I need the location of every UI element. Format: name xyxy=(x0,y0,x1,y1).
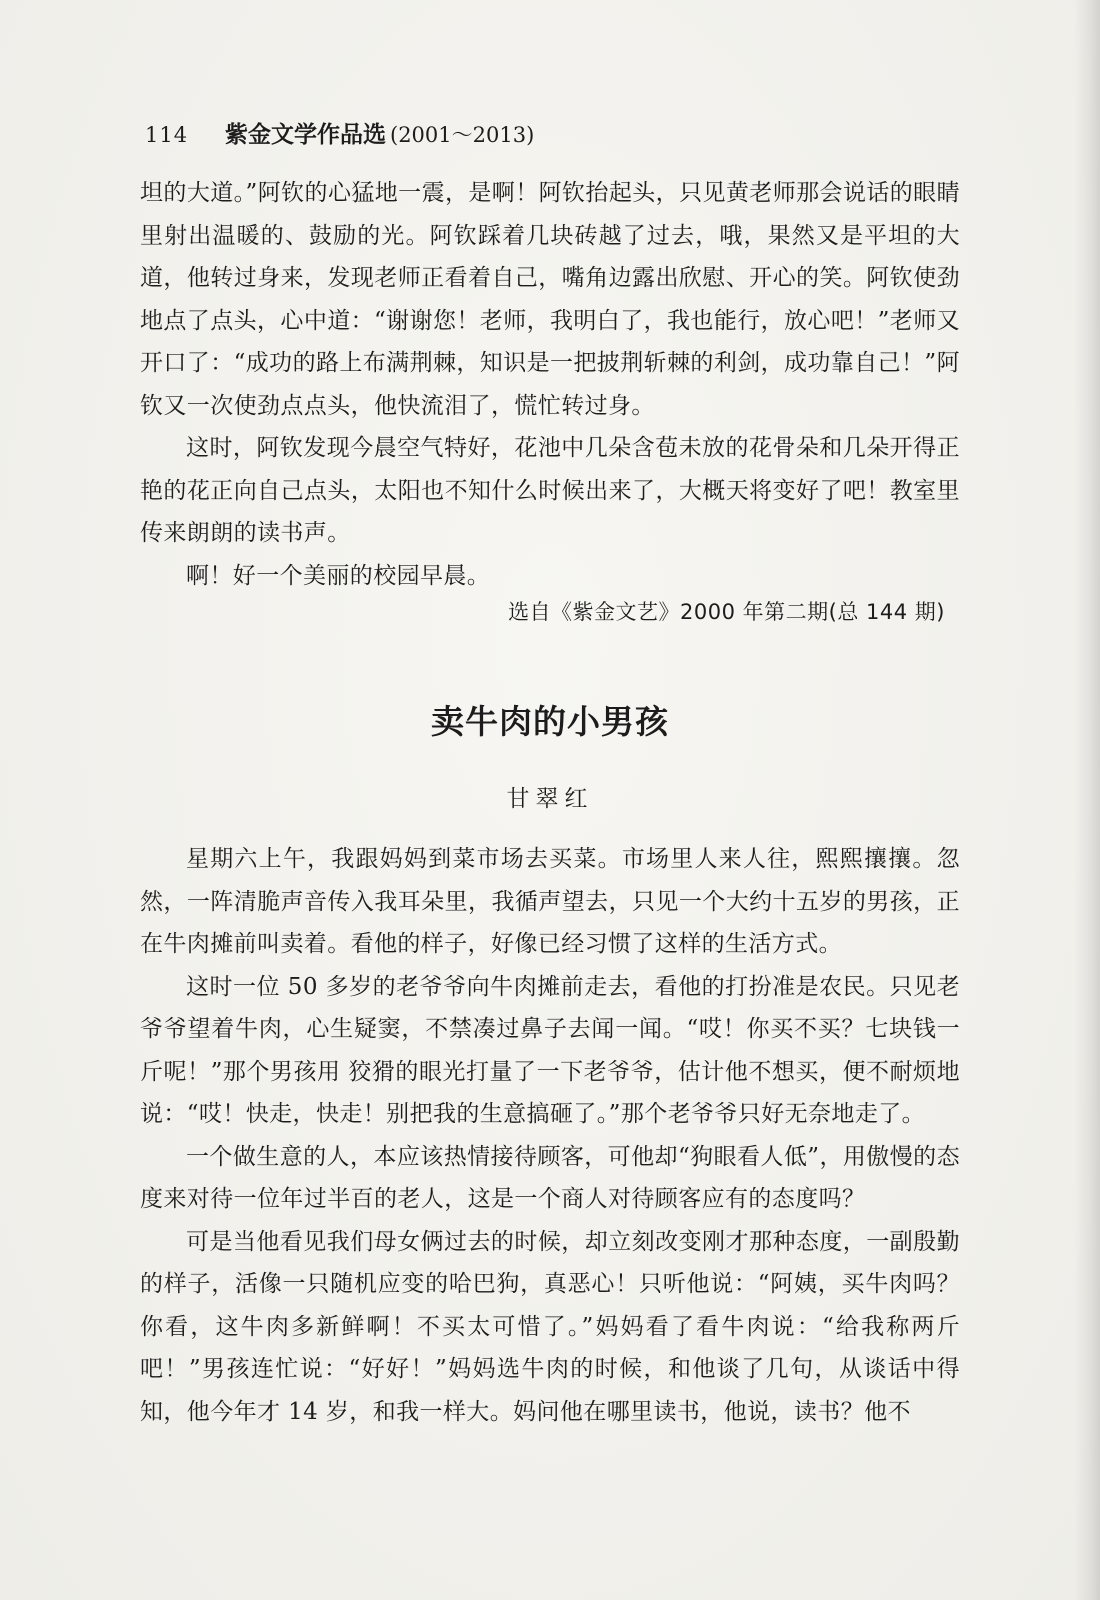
paragraph: 可是当他看见我们母女俩过去的时候，却立刻改变刚才那种态度，一副殷勤的样子，活像一只随机应变的哈巴狗，真恶心！只听他说：“阿姨，买牛肉吗？你看，这牛肉多新鲜啊！不买太可惜了。”妈妈看了看牛肉说：“给我称两斤吧！”男孩连忙说：“好好！”妈妈选牛肉的时候，和他谈了几句，从谈话中得知，他今年才 14 岁，和我一样大。妈问他在哪里读书，他说，读书？他不 xyxy=(140,1228,960,1425)
article-body xyxy=(140,838,960,1433)
paragraph: 这时一位 50 多岁的老爷爷向牛肉摊前走去，看他的打扮准是农民。只见老爷爷望着牛肉，心生疑窦，不禁凑过鼻子去闻一闻。“哎！你买不买？七块钱一斤呢！”那个男孩用 狡猾的眼光打量了一下老爷爷，估计他不想买，便不耐烦地说：“哎！快走，快走！别把我的生意搞砸了。”那个老爷爷只好无奈地走了。 xyxy=(140,973,960,1127)
running-header xyxy=(145,116,965,156)
page-number: 114 xyxy=(145,123,189,147)
paragraph: 一个做生意的人，本应该热情接待顾客，可他却“狗眼看人低”，用傲慢的态度来对待一位年过半百的老人，这是一个商人对待顾客应有的态度吗？ xyxy=(140,1143,960,1212)
paragraph: 这时，阿钦发现今晨空气特好，花池中几朵含苞未放的花骨朵和几朵开得正艳的花正向自己点头，太阳也不知什么时候出来了，大概天将变好了吧！教室里传来朗朗的读书声。 xyxy=(140,435,960,546)
paragraph: 星期六上午，我跟妈妈到菜市场去买菜。市场里人来人往，熙熙攘攘。忽然，一阵清脆声音传入我耳朵里，我循声望去，只见一个大约十五岁的男孩，正在牛肉摊前叫卖着。看他的样子，好像已经习惯了这样的生活方式。 xyxy=(140,846,960,957)
book-title: 紫金文学作品选 xyxy=(225,122,386,148)
previous-article-text xyxy=(140,172,960,597)
book-years: (2001～2013) xyxy=(390,123,535,147)
paragraph: 啊！好一个美丽的校园早晨。 xyxy=(186,562,491,589)
source-citation: 选自《紫金文艺》2000 年第二期(总 144 期) xyxy=(508,600,945,624)
article-author: 甘翠红 xyxy=(506,786,594,812)
paragraph: 坦的大道。”阿钦的心猛地一震，是啊！阿钦抬起头，只见黄老师那会说话的眼睛里射出温暖的、鼓励的光。阿钦踩着几块砖越了过去，哦，果然又是平坦的大道，他转过身来，发现老师正看着自己，嘴角边露出欣慰、开心的笑。阿钦使劲地点了点头，心中道：“谢谢您！老师，我明白了，我也能行，放心吧！”老师又开口了：“成功的路上布满荆棘，知识是一把披荆斩棘的利剑，成功靠自己！”阿钦又一次使劲点点头，他快流泪了，慌忙转过身。 xyxy=(140,180,960,419)
article-title: 卖牛肉的小男孩 xyxy=(431,702,669,741)
